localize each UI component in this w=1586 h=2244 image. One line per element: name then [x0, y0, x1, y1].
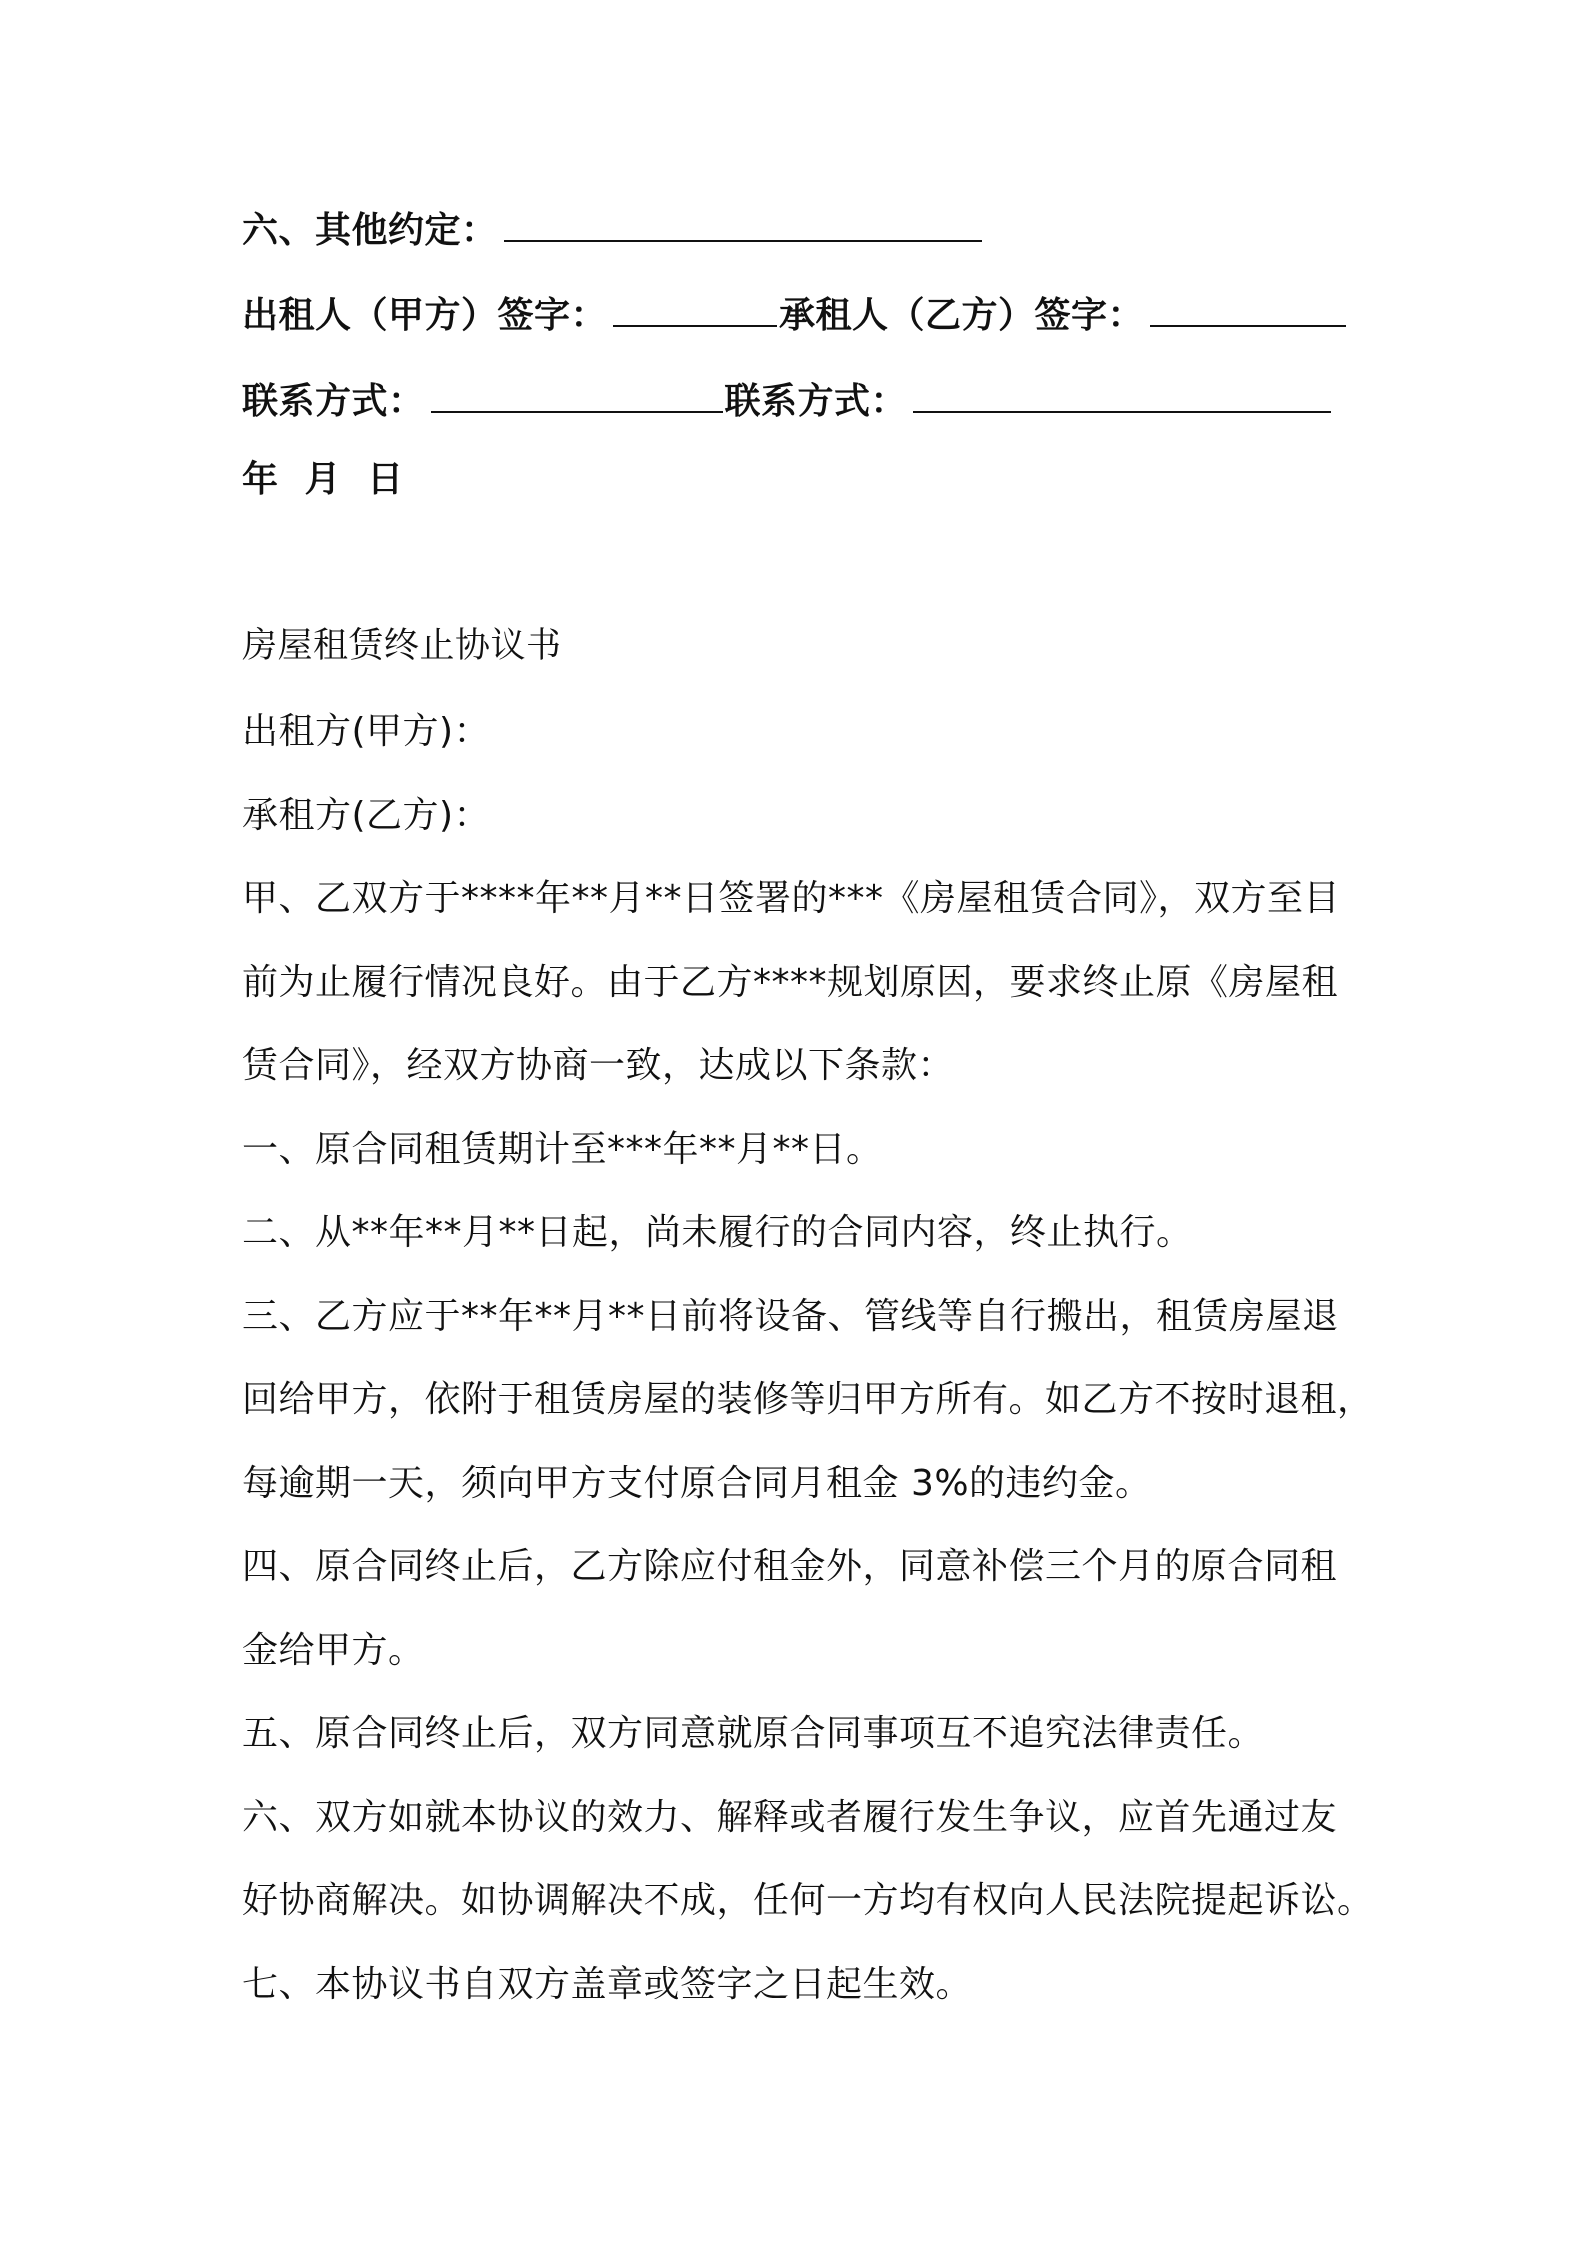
- contact-line: [242, 376, 1362, 428]
- clause-1: 一、原合同租赁期计至***年**月**日。: [242, 1129, 883, 1170]
- clause-4-cont: 金给甲方。: [242, 1630, 425, 1671]
- clause-4: 四、原合同终止后，乙方除应付租金外，同意补偿三个月的原合同租: [242, 1546, 1338, 1587]
- clause-3-cont: 回给甲方，依附于租赁房屋的装修等归甲方所有。如乙方不按时退租，: [242, 1379, 1374, 1420]
- clause-7: 七、本协议书自双方盖章或签字之日起生效。: [242, 1964, 973, 2005]
- lessor-sign-label: 出租人（甲方）签字：: [242, 295, 608, 336]
- contact-blank-2: [913, 377, 1331, 413]
- contact-label-2: 联系方式：: [724, 381, 908, 422]
- other-terms-blank: [504, 206, 982, 242]
- clause-3-cont: 每逾期一天，须向甲方支付原合同月租金 3%的违约金。: [242, 1463, 1152, 1504]
- lessee-line: 承租方(乙方)：: [242, 795, 491, 836]
- other-terms-line: [242, 205, 1362, 257]
- contact-blank-1: [431, 377, 723, 413]
- lessor-sign-blank: [613, 291, 777, 327]
- contact-label-1: 联系方式：: [242, 381, 425, 422]
- lessee-sign-label: 承租人（乙方）签字：: [779, 295, 1145, 336]
- clause-5: 五、原合同终止后，双方同意就原合同事项互不追究法律责任。: [242, 1713, 1265, 1754]
- clause-3: 三、乙方应于**年**月**日前将设备、管线等自行搬出，租赁房屋退: [242, 1296, 1339, 1337]
- clause-6-cont: 好协商解决。如协调解决不成，任何一方均有权向人民法院提起诉讼。: [242, 1880, 1374, 1921]
- lessor-line: 出租方(甲方)：: [242, 711, 491, 752]
- agreement-title: 房屋租赁终止协议书: [242, 626, 562, 666]
- signature-line: [242, 290, 1362, 342]
- date-line: 年 月 日: [242, 459, 404, 500]
- lessee-sign-blank: [1150, 291, 1346, 327]
- clause-2: 二、从**年**月**日起，尚未履行的合同内容，终止执行。: [242, 1212, 1193, 1253]
- body-line: 甲、乙双方于****年**月**日签署的***《房屋租赁合同》，双方至目: [242, 878, 1341, 919]
- body-line: 前为止履行情况良好。由于乙方****规划原因，要求终止原《房屋租: [242, 962, 1339, 1003]
- other-terms-label: 六、其他约定：: [242, 210, 498, 251]
- body-line: 赁合同》，经双方协商一致，达成以下条款：: [242, 1045, 955, 1086]
- clause-6: 六、双方如就本协议的效力、解释或者履行发生争议，应首先通过友: [242, 1797, 1338, 1838]
